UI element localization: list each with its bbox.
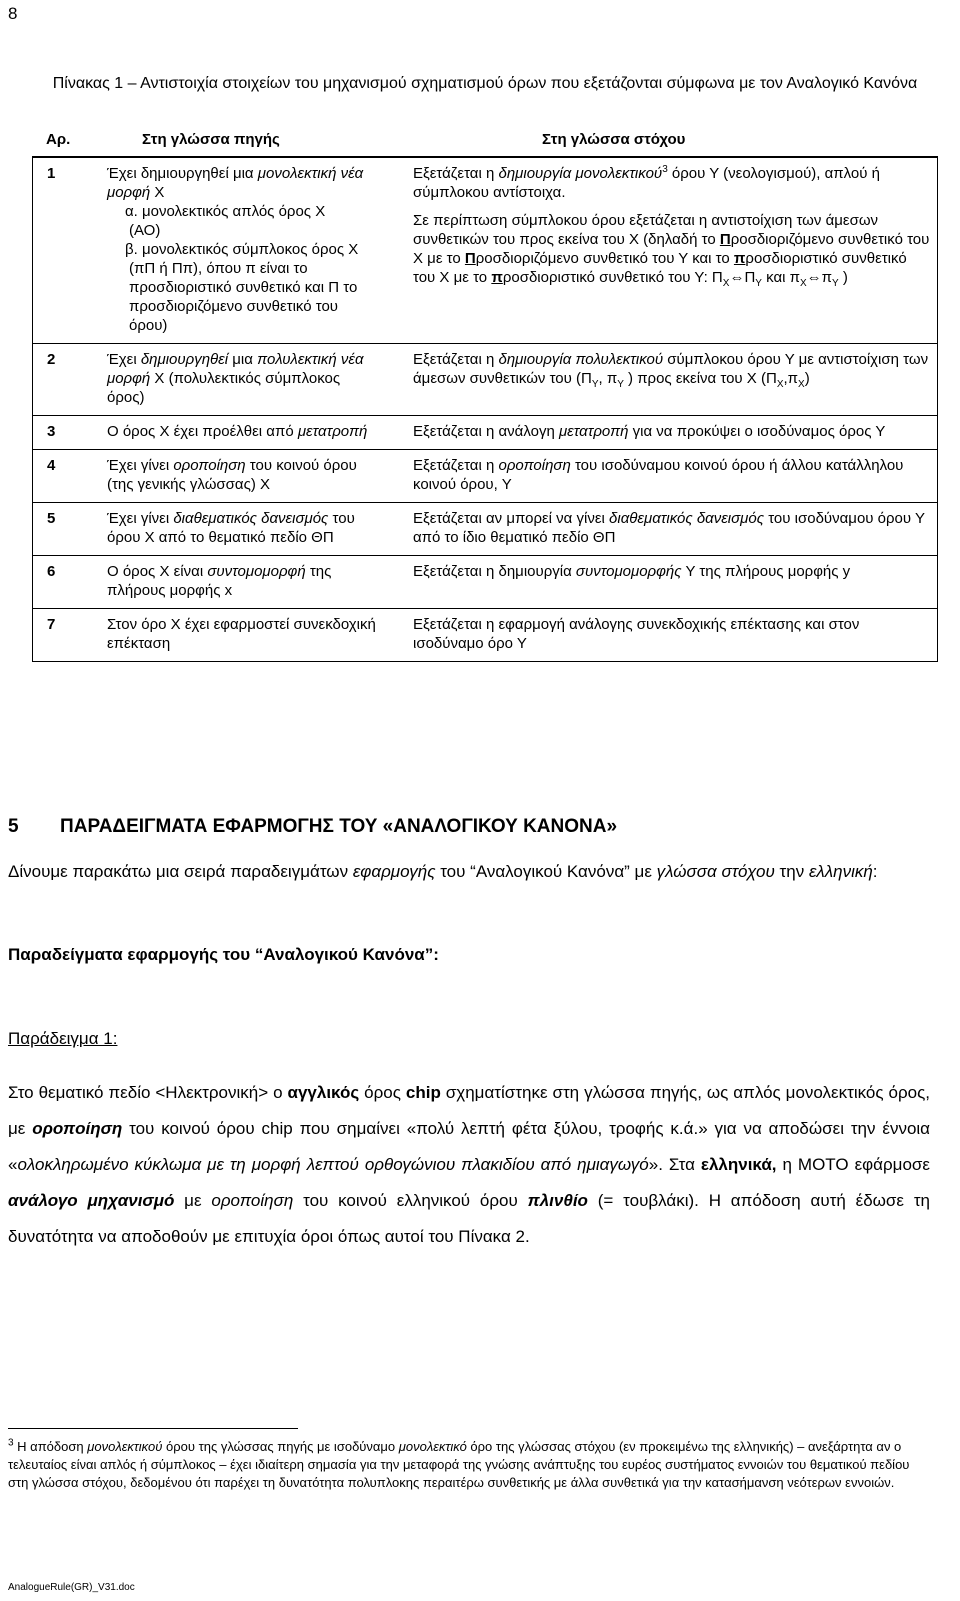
- header-target: Στη γλώσσα στόχου: [542, 131, 686, 148]
- section-heading: ΠΑΡΑΔΕΙΓΜΑΤΑ ΕΦΑΡΜΟΓΗΣ ΤΟΥ «ΑΝΑΛΟΓΙΚΟΥ ΚΑΝΟΝΑ»: [60, 816, 618, 837]
- header-num: Αρ.: [46, 131, 71, 148]
- table-header: [32, 122, 938, 158]
- source-cell: Ο όρος Χ είναι συντομομορφή της πλήρους μορφής x: [107, 563, 332, 599]
- row-number: 3: [47, 423, 56, 440]
- target-cell: Εξετάζεται αν μπορεί να γίνει διαθεματικός δανεισμός του ισοδύναμου όρου Υ από το ίδιο θεματικό πεδίο ΘΠ: [413, 510, 925, 546]
- target-cell: Εξετάζεται η ανάλογη μετατροπή για να προκύψει ο ισοδύναμος όρος Υ: [413, 423, 886, 440]
- source-cell: Έχει γίνει διαθεματικός δανεισμός του όρου Χ από το θεματικό πεδίο ΘΠ: [107, 510, 355, 546]
- header-source: Στη γλώσσα πηγής: [142, 131, 280, 148]
- example-body: Στο θεματικό πεδίο <Ηλεκτρονική> ο αγγλικός όρος chip σχηματίστηκε στη γλώσσα πηγής, ως απλός μονολεκτικός όρος, με οροποίηση του κοινού όρου chip που σημαίνει «πολύ λεπτή φέτα ξύλου, τροφής κ.ά.» για να αποδώσει την έννοια «ολοκληρωμένο κύκλωμα με τη μορφή λεπτού ορθογώνιου πλακιδίου από ημιαγωγό». Στα ελληνικά, η ΜΟΤΟ εφάρμοσε ανάλογο μηχανισμό με οροποίηση του κοινού ελληνικού όρου πλινθίο (= τουβλάκι). Η απόδοση αυτή έδωσε τη δυνατότητα να αποδοθούν με επιτυχία όροι όπως αυτοί του Πίνακα 2.: [8, 1083, 931, 1246]
- table-body: [32, 158, 938, 662]
- row-number: 5: [47, 510, 56, 527]
- target-cell: Εξετάζεται η δημιουργία μονολεκτικού$^3$ όρου Υ (νεολογισμού), απλού ή σύμπλοκου αντίστοιχα. Σε περίπτωση σύμπλοκου όρου εξετάζεται η αντιστοίχιση των άμεσων συνθετικών του προς εκείνα του Χ (δηλαδή το Προσδιοριζόμενο συνθετικό του Χ με το Προσδιοριζόμενο συνθετικό του Υ και το προσδιοριστικό συνθετικό του Χ με το προσδιοριστικό συνθετικό του Υ: $\Pi_X\Leftrightarrow\Pi_\Upsilon$ και $\pi_X\Leftrightarrow\pi_\Upsilon$ ): [413, 164, 930, 289]
- table-row: [33, 449, 937, 502]
- row-number: 4: [47, 457, 56, 474]
- target-cell: Εξετάζεται η εφαρμογή ανάλογης συνεκδοχικής επέκτασης και στον ισοδύναμο όρο Υ: [413, 616, 860, 652]
- target-cell: Εξετάζεται η δημιουργία πολυλεκτικού σύμπλοκου όρου Υ με αντιστοίχιση των άμεσων συνθετικών του ($\Pi_\Upsilon$, $\pi_\Upsilon$ ) προς εκείνα του Χ $(\Pi_X,\pi_X)$: [413, 351, 929, 390]
- row-number: 2: [47, 351, 56, 368]
- page-number: 8: [8, 4, 18, 23]
- table-row: [33, 608, 937, 661]
- table-row: [33, 415, 937, 449]
- source-cell: Έχει γίνει οροποίηση του κοινού όρου (της γενικής γλώσσας) Χ: [107, 457, 357, 493]
- section-title: [8, 816, 617, 838]
- table-caption: Πίνακας 1 – Αντιστοιχία στοιχείων του μηχανισμού σχηματισμού όρων που εξετάζονται σύμφωνα με τον Αναλογικό Κανόνα: [52, 75, 918, 92]
- correspondence-table: [32, 122, 938, 662]
- table-row: [33, 502, 937, 555]
- footnote: $^3$ Η απόδοση μονολεκτικού όρου της γλώσσας πηγής με ισοδύναμο μονολεκτικό όρο της γλώσσας στόχου (εν προκειμένω της ελληνικής) – ανεξάρτητα αν ο τελευταίος είναι απλός ή σύμπλοκος – έχει ιδιαίτερη σημασία για την μεταφορά της γνώσης ανάπτυξης του ευρέος συστήματος εννοιών του θεματικού πεδίου στη γλώσσα στόχου, δεδομένου ότι παρέχει τη δυνατότητα πολυπλοκης περαιτέρω συνθετικής με άλλα συνθετικά για την κατασήμανση νεότερων εννοιών.: [8, 1437, 910, 1490]
- source-cell: Έχει δημιουργηθεί μια πολυλεκτική νέα μορφή Χ (πολυλεκτικός σύμπλοκος όρος): [107, 351, 364, 406]
- section-number: 5: [8, 816, 19, 837]
- example-title: Παράδειγμα 1:: [8, 1029, 118, 1048]
- source-cell: Ο όρος Χ έχει προέλθει από μετατροπή: [107, 423, 368, 440]
- target-cell: Εξετάζεται η οροποίηση του ισοδύναμου κοινού όρου ή άλλου κατάλληλου κοινού όρου, Υ: [413, 457, 904, 493]
- footnote-separator: [8, 1428, 298, 1429]
- source-cell: Έχει δημιουργηθεί μια μονολεκτική νέα μορφή Χ α. μονολεκτικός απλός όρος Χ (ΑΟ) β. μονολεκτικός σύμπλοκος όρος Χ (πΠ ή Ππ), όπου π είναι το προσδιοριστικό συνθετικό και Π το προσδιοριζόμενο συνθετικό του όρου): [107, 165, 364, 334]
- row-number: 6: [47, 563, 56, 580]
- table-row: [33, 158, 937, 343]
- source-cell: Στον όρο Χ έχει εφαρμοστεί συνεκδοχική επέκταση: [107, 616, 376, 652]
- intro-paragraph: Δίνουμε παρακάτω μια σειρά παραδειγμάτων εφαρμογής του “Αναλογικού Κανόνα” με γλώσσα στόχου την ελληνική:: [8, 862, 878, 881]
- table-row: [33, 555, 937, 608]
- row-number: 1: [47, 165, 56, 182]
- examples-heading: Παραδείγματα εφαρμογής του “Αναλογικού Κανόνα”:: [8, 945, 439, 964]
- target-cell: Εξετάζεται η δημιουργία συντομομορφής Υ της πλήρους μορφής y: [413, 563, 851, 580]
- row-number: 7: [47, 616, 56, 633]
- footer-filename: AnalogueRule(GR)_V31.doc: [8, 1582, 135, 1593]
- table-row: [33, 343, 937, 415]
